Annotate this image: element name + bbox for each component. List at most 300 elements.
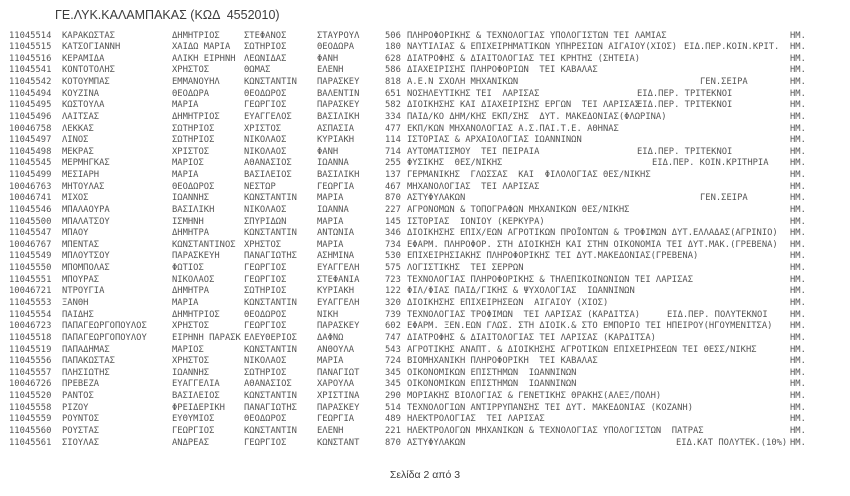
- surname: ΜΙΧΟΣ: [62, 193, 89, 204]
- table-row: [0, 438, 850, 449]
- father-name: ΘΕΟΔΩΡΟΣ: [244, 309, 287, 320]
- candidate-id: 11045499: [9, 170, 52, 181]
- dept-code: 870: [385, 193, 401, 204]
- mother-name: ΙΩΑΝΝΑ: [317, 204, 349, 215]
- given-name: ΦΩΤΙΟΣ: [172, 263, 204, 274]
- hm-label: ΗΜ.: [790, 367, 806, 378]
- father-name: ΕΛΕΥΘΕΡΙΟΣ: [244, 332, 297, 343]
- father-name: ΚΩΝΣΤΑΝΤΙΝ: [244, 77, 297, 88]
- given-name: ΒΑΣΙΛΕΙΟΣ: [172, 391, 220, 402]
- candidate-id: 11045519: [9, 344, 52, 355]
- given-name: ΕΜΜΑΝΟΥΗΛ: [172, 77, 220, 88]
- surname: ΛΑΙΤΣΑΣ: [62, 111, 100, 122]
- given-name: ΜΑΡΙΟΣ: [172, 344, 204, 355]
- table-row: [0, 228, 850, 239]
- dept-name: ΕΚΠ/ΚΩΝ ΜΗΧΑΝΟΛΟΓΙΑΣ Α.Σ.ΠΑΙ.Τ.Ε. ΑΘΗΝΑΣ: [407, 123, 619, 134]
- given-name: ΚΩΝΣΤΑΝΤΙΝΟΣ: [172, 239, 236, 250]
- mother-name: ΒΑΛΕΝΤΙΝ: [317, 88, 360, 99]
- mother-name: ΚΥΡΙΑΚΗ: [317, 135, 355, 146]
- given-name: ΙΩΑΝΝΗΣ: [172, 367, 210, 378]
- dept-name: ΔΙΑΤΡΟΦΗΣ & ΔΙΑΙΤΟΛΟΓΙΑΣ ΤΕΙ ΛΑΡΙΣΑΣ (ΚΑΡΔΙΤΣΑ): [407, 332, 656, 343]
- dept-code: 345: [385, 367, 401, 378]
- surname: ΠΑΠΑΔΗΜΑΣ: [62, 344, 110, 355]
- surname: ΡΙΖΟΥ: [62, 402, 89, 413]
- mother-name: ΠΑΡΑΣΚΕΥ: [317, 402, 360, 413]
- dept-code: 870: [385, 437, 401, 448]
- dept-name: ΕΦΑΡΜ. ΞΕΝ.ΕΩΝ ΓΛΩΣ. ΣΤΗ ΔΙΟΙΚ.& ΣΤΟ ΕΜΠΟΡΙΟ ΤΕΙ ΗΠΕΙΡΟΥ(ΗΓΟΥΜΕΝΙΤΣΑ): [407, 321, 773, 332]
- father-name: ΚΩΝΣΤΑΝΤΙΝ: [244, 297, 297, 308]
- table-row: [0, 333, 850, 344]
- given-name: ΜΑΡΙΟΣ: [172, 158, 204, 169]
- candidate-id: 11045498: [9, 146, 52, 157]
- mother-name: ΕΛΕΝΗ: [317, 425, 344, 436]
- surname: ΜΠΟΜΠΟΛΑΣ: [62, 263, 110, 274]
- table-row: [0, 65, 850, 76]
- hm-label: ΗΜ.: [790, 414, 806, 425]
- father-name: ΓΕΩΡΓΙΟΣ: [244, 321, 287, 332]
- candidate-id: 11045497: [9, 135, 52, 146]
- dept-code: 582: [385, 100, 401, 111]
- table-row: [0, 263, 850, 274]
- surname: ΜΠΕΝΤΑΣ: [62, 239, 100, 250]
- father-name: ΣΤΕΦΑΝΟΣ: [244, 30, 287, 41]
- candidate-id: 10046723: [9, 321, 52, 332]
- table-row: [0, 391, 850, 402]
- dept-name: ΠΑΙΔ/ΚΟ ΔΗΜ/ΚΗΣ ΕΚΠ/ΣΗΣ ΔΥΤ. ΜΑΚΕΔΟΝΙΑΣ(ΦΛΩΡΙΝΑ): [407, 111, 667, 122]
- category: ΕΙΔ.ΠΕΡ. ΤΡΙΤΕΚΝΟΙ: [637, 88, 733, 99]
- mother-name: ΦΑΝΗ: [317, 146, 339, 157]
- hm-label: ΗΜ.: [790, 42, 806, 53]
- dept-code: 227: [385, 204, 401, 215]
- candidate-id: 11045500: [9, 216, 52, 227]
- mother-name: ΑΣΠΑΣΙΑ: [317, 123, 355, 134]
- surname: ΠΑΙΔΗΣ: [62, 309, 94, 320]
- mother-name: ΠΑΡΑΣΚΕΥ: [317, 100, 360, 111]
- surname: ΜΠΑΛΑΟΥΡΑ: [62, 204, 110, 215]
- given-name: ΒΑΣΙΛΙΚΗ: [172, 204, 215, 215]
- dept-code: 628: [385, 53, 401, 64]
- hm-label: ΗΜ.: [790, 332, 806, 343]
- father-name: ΠΑΝΑΓΙΩΤΗΣ: [244, 251, 297, 262]
- table-row: [0, 42, 850, 53]
- dept-name: ΕΦΑΡΜ. ΠΛΗΡΟΦΟΡ. ΣΤΗ ΔΙΟΙΚΗΣΗ ΚΑΙ ΣΤΗΝ ΟΙΚΟΝΟΜΙΑ ΤΕΙ ΔΥΤ.ΜΑΚ.(ΓΡΕΒΕΝΑ): [407, 239, 778, 250]
- hm-label: ΗΜ.: [790, 228, 806, 239]
- mother-name: ΠΑΡΑΣΚΕΥ: [317, 77, 360, 88]
- candidate-id: 11045549: [9, 251, 52, 262]
- table-row: [0, 54, 850, 65]
- candidate-id: 11045494: [9, 88, 52, 99]
- dept-name: ΔΙΟΙΚΗΣΗΣ ΕΠΙΧΕΙΡΗΣΕΩΝ ΑΙΓΑΙΟΥ (ΧΙΟΣ): [407, 297, 609, 308]
- mother-name: ΚΩΝΣΤΑΝΤ: [317, 437, 360, 448]
- candidate-id: 10046741: [9, 193, 52, 204]
- surname: ΛΕΚΚΑΣ: [62, 123, 94, 134]
- dept-code: 651: [385, 88, 401, 99]
- mother-name: ΓΕΩΡΓΙΑ: [317, 414, 355, 425]
- father-name: ΝΙΚΟΛΑΟΣ: [244, 204, 287, 215]
- dept-name: ΠΛΗΡΟΦΟΡΙΚΗΣ & ΤΕΧΝΟΛΟΓΙΑΣ ΥΠΟΛΟΓΙΣΤΩΝ ΤΕΙ ΛΑΜΙΑΣ: [407, 30, 667, 41]
- hm-label: ΗΜ.: [790, 402, 806, 413]
- candidate-id: 11045516: [9, 53, 52, 64]
- surname: ΠΛΗΣΙΩΤΗΣ: [62, 367, 110, 378]
- surname: ΚΕΡΑΜΙΔΑ: [62, 53, 105, 64]
- table-row: [0, 100, 850, 111]
- table-row: [0, 298, 850, 309]
- given-name: ΙΣΜΗΝΗ: [172, 216, 204, 227]
- hm-label: ΗΜ.: [790, 53, 806, 64]
- dept-code: 514: [385, 402, 401, 413]
- hm-label: ΗΜ.: [790, 251, 806, 262]
- category: ΓΕΝ.ΣΕΙΡΑ: [700, 193, 748, 204]
- father-name: ΘΩΜΑΣ: [244, 65, 271, 76]
- dept-name: ΙΣΤΟΡΙΑΣ ΙΟΝΙΟΥ (ΚΕΡΚΥΡΑ): [407, 216, 545, 227]
- father-name: ΓΕΩΡΓΙΟΣ: [244, 274, 287, 285]
- dept-name: ΛΟΓΙΣΤΙΚΗΣ ΤΕΙ ΣΕΡΡΩΝ: [407, 263, 524, 274]
- dept-name: ΟΙΚΟΝΟΜΙΚΩΝ ΕΠΙΣΤΗΜΩΝ ΙΩΑΝΝΙΝΩΝ: [407, 379, 577, 390]
- given-name: ΕΥΘΥΜΙΟΣ: [172, 414, 215, 425]
- table-row: [0, 310, 850, 321]
- given-name: ΔΗΜΗΤΡΙΟΣ: [172, 30, 220, 41]
- surname: ΠΡΕΒΕΖΑ: [62, 379, 100, 390]
- candidate-id: 11045496: [9, 111, 52, 122]
- dept-name: ΜΗΧΑΝΟΛΟΓΙΑΣ ΤΕΙ ΛΑΡΙΣΑΣ: [407, 181, 540, 192]
- dept-code: 346: [385, 228, 401, 239]
- dept-code: 122: [385, 286, 401, 297]
- candidate-id: 11045551: [9, 274, 52, 285]
- candidate-id: 11045495: [9, 100, 52, 111]
- surname: ΠΑΠΑΓΕΩΡΓΟΠΟΥΛΟΥ: [62, 332, 147, 343]
- table-row: [0, 193, 850, 204]
- candidate-id: 11045550: [9, 263, 52, 274]
- dept-code: 290: [385, 391, 401, 402]
- mother-name: ΦΑΝΗ: [317, 53, 339, 64]
- table-row: [0, 275, 850, 286]
- surname: ΡΟΥΝΤΟΣ: [62, 414, 100, 425]
- father-name: ΚΩΝΣΤΑΝΤΙΝ: [244, 193, 297, 204]
- hm-label: ΗΜ.: [790, 158, 806, 169]
- dept-name: Α.Ε.Ν ΣΧΟΛΗ ΜΗΧΑΝΙΚΩΝ: [407, 77, 519, 88]
- surname: ΚΟΝΤΟΤΟΛΗΣ: [62, 65, 115, 76]
- table-row: [0, 251, 850, 262]
- given-name: ΕΙΡΗΝΗ ΠΑΡΑΣΚ: [172, 332, 241, 343]
- candidate-id: 11045554: [9, 309, 52, 320]
- dept-code: 530: [385, 251, 401, 262]
- candidate-id: 10046721: [9, 286, 52, 297]
- hm-label: ΗΜ.: [790, 379, 806, 390]
- father-name: ΝΙΚΟΛΑΟΣ: [244, 135, 287, 146]
- surname: ΛΙΝΟΣ: [62, 135, 89, 146]
- dept-name: ΑΥΤΟΜΑΤΙΣΜΟΥ ΤΕΙ ΠΕΙΡΑΙΑ: [407, 146, 540, 157]
- father-name: ΘΕΟΔΩΡΟΣ: [244, 414, 287, 425]
- given-name: ΣΩΤΗΡΙΟΣ: [172, 123, 215, 134]
- given-name: ΔΗΜΗΤΡΙΟΣ: [172, 309, 220, 320]
- dept-code: 723: [385, 274, 401, 285]
- candidate-id: 11045515: [9, 42, 52, 53]
- given-name: ΧΡΗΣΤΟΣ: [172, 321, 210, 332]
- given-name: ΧΡΙΣΤΟΣ: [172, 146, 210, 157]
- father-name: ΑΘΑΝΑΣΙΟΣ: [244, 158, 292, 169]
- hm-label: ΗΜ.: [790, 321, 806, 332]
- mother-name: ΧΑΡΟΥΛΑ: [317, 379, 355, 390]
- candidate-id: 11045514: [9, 30, 52, 41]
- dept-code: 137: [385, 170, 401, 181]
- hm-label: ΗΜ.: [790, 123, 806, 134]
- mother-name: ΜΑΡΙΑ: [317, 193, 344, 204]
- surname: ΞΑΝΘΗ: [62, 297, 89, 308]
- surname: ΜΠΑΟΥ: [62, 228, 89, 239]
- table-row: [0, 170, 850, 181]
- dept-code: 818: [385, 77, 401, 88]
- given-name: ΜΑΡΙΑ: [172, 170, 199, 181]
- dept-name: ΤΕΧΝΟΛΟΓΙΑΣ ΠΛΗΡΟΦΟΡΙΚΗΣ & ΤΗΛΕΠΙΚΟΙΝΩΝΙΩΝ ΤΕΙ ΛΑΡΙΣΑΣ: [407, 274, 693, 285]
- dept-code: 575: [385, 263, 401, 274]
- dept-name: ΗΛΕΚΤΡΟΛΟΓΙΑΣ ΤΕΙ ΛΑΡΙΣΑΣ: [407, 414, 545, 425]
- candidate-id: 11045559: [9, 414, 52, 425]
- dept-code: 724: [385, 356, 401, 367]
- given-name: ΙΩΑΝΝΗΣ: [172, 193, 210, 204]
- hm-label: ΗΜ.: [790, 239, 806, 250]
- mother-name: ΣΤΑΥΡΟΥΛ: [317, 30, 360, 41]
- hm-label: ΗΜ.: [790, 309, 806, 320]
- mother-name: ΕΥΑΓΓΕΛΗ: [317, 297, 360, 308]
- category: ΕΙΔ.ΠΕΡ. ΤΡΙΤΕΚΝΟΙ: [637, 100, 733, 111]
- dept-code: 221: [385, 425, 401, 436]
- given-name: ΔΗΜΗΤΡΑ: [172, 286, 210, 297]
- table-row: [0, 31, 850, 42]
- mother-name: ΜΑΡΙΑ: [317, 216, 344, 227]
- hm-label: ΗΜ.: [790, 100, 806, 111]
- hm-label: ΗΜ.: [790, 425, 806, 436]
- table-row: [0, 240, 850, 251]
- hm-label: ΗΜ.: [790, 170, 806, 181]
- given-name: ΑΛΙΚΗ ΕΙΡΗΝΗ: [172, 53, 236, 64]
- given-name: ΦΡΕΙΔΕΡΙΚΗ: [172, 402, 225, 413]
- table-row: [0, 205, 850, 216]
- hm-label: ΗΜ.: [790, 111, 806, 122]
- mother-name: ΣΤΕΦΑΝΙΑ: [317, 274, 360, 285]
- hm-label: ΗΜ.: [790, 274, 806, 285]
- hm-label: ΗΜ.: [790, 286, 806, 297]
- dept-code: 489: [385, 414, 401, 425]
- father-name: ΑΘΑΝΑΣΙΟΣ: [244, 379, 292, 390]
- given-name: ΠΑΡΑΣΚΕΥΗ: [172, 251, 220, 262]
- category: ΕΙΔ.ΠΕΡ. ΚΟΙΝ.ΚΡΙΤΗΡΙΑ: [652, 158, 769, 169]
- dept-name: ΑΓΡΟΝΟΜΩΝ & ΤΟΠΟΓΡΑΦΩΝ ΜΗΧΑΝΙΚΩΝ ΘΕΣ/ΝΙΚΗΣ: [407, 204, 630, 215]
- father-name: ΝΙΚΟΛΑΟΣ: [244, 356, 287, 367]
- candidate-id: 10046758: [9, 123, 52, 134]
- surname: ΠΑΠΑΚΩΣΤΑΣ: [62, 356, 115, 367]
- surname: ΜΠΛΟΥΤΣΟΥ: [62, 251, 110, 262]
- dept-name: ΔΙΟΙΚΗΣΗΣ ΚΑΙ ΔΙΑΧΕΙΡΙΣΗΣ ΕΡΓΩΝ ΤΕΙ ΛΑΡΙΣΑΣ: [407, 100, 641, 111]
- candidate-id: 11045557: [9, 367, 52, 378]
- mother-name: ΑΣΗΜΙΝΑ: [317, 251, 355, 262]
- table-row: [0, 286, 850, 297]
- surname: ΡΟΥΣΤΑΣ: [62, 425, 100, 436]
- hm-label: ΗΜ.: [790, 263, 806, 274]
- table-row: [0, 112, 850, 123]
- hm-label: ΗΜ.: [790, 437, 806, 448]
- surname: ΚΟΤΟΥΜΠΑΣ: [62, 77, 110, 88]
- mother-name: ΔΑΦΝΩ: [317, 332, 344, 343]
- candidate-id: 11045553: [9, 297, 52, 308]
- hm-label: ΗΜ.: [790, 88, 806, 99]
- given-name: ΘΕΟΔΩΡΑ: [172, 88, 210, 99]
- dept-name: ΗΛΕΚΤΡΟΛΟΓΩΝ ΜΗΧΑΝΙΚΩΝ & ΤΕΧΝΟΛΟΓΙΑΣ ΥΠΟΛΟΓΙΣΤΩΝ ΠΑΤΡΑΣ: [407, 425, 704, 436]
- surname: ΜΗΤΟΥΛΑΣ: [62, 181, 105, 192]
- dept-code: 145: [385, 216, 401, 227]
- surname: ΣΙΟΥΛΑΣ: [62, 437, 100, 448]
- father-name: ΕΥΑΓΓΕΛΟΣ: [244, 111, 292, 122]
- table-row: [0, 426, 850, 437]
- candidate-id: 10046763: [9, 181, 52, 192]
- hm-label: ΗΜ.: [790, 30, 806, 41]
- mother-name: ΑΝΤΩΝΙΑ: [317, 228, 355, 239]
- dept-name: ΑΣΤΥΦΥΛΑΚΩΝ: [407, 193, 466, 204]
- hm-label: ΗΜ.: [790, 193, 806, 204]
- mother-name: ΑΝΘΟΥΛΑ: [317, 344, 355, 355]
- father-name: ΓΕΩΡΓΙΟΣ: [244, 263, 287, 274]
- mother-name: ΕΥΑΓΓΕΛΗ: [317, 263, 360, 274]
- table-row: [0, 217, 850, 228]
- given-name: ΘΕΟΔΩΡΟΣ: [172, 181, 215, 192]
- surname: ΠΑΠΑΓΕΩΡΓΟΠΟΥΛΟΣ: [62, 321, 147, 332]
- dept-code: 334: [385, 111, 401, 122]
- surname: ΜΕΚΡΑΣ: [62, 146, 94, 157]
- table-row: [0, 77, 850, 88]
- candidate-id: 11045520: [9, 391, 52, 402]
- dept-code: 714: [385, 146, 401, 157]
- father-name: ΧΡΗΣΤΟΣ: [244, 239, 282, 250]
- hm-label: ΗΜ.: [790, 135, 806, 146]
- dept-name: ΓΕΡΜΑΝΙΚΗΣ ΓΛΩΣΣΑΣ ΚΑΙ ΦΙΛΟΛΟΓΙΑΣ ΘΕΣ/ΝΙΚΗΣ: [407, 170, 651, 181]
- page-title: ΓΕ.ΛΥΚ.ΚΑΛΑΜΠΑΚΑΣ (ΚΩΔ 4552010): [55, 8, 280, 22]
- hm-label: ΗΜ.: [790, 181, 806, 192]
- dept-name: ΦΙΛ/ΦΙΑΣ ΠΑΙΔ/ΓΙΚΗΣ & ΨΥΧΟΛΟΓΙΑΣ ΙΩΑΝΝΙΝΩΝ: [407, 286, 635, 297]
- dept-name: ΑΓΡΟΤΙΚΗΣ ΑΝΑΠΤ. & ΔΙΟΙΚΗΣΗΣ ΑΓΡΟΤΙΚΩΝ ΕΠΙΧΕΙΡΗΣΕΩΝ ΤΕΙ ΘΕΣΣ/ΝΙΚΗΣ: [407, 344, 757, 355]
- candidate-id: 11045558: [9, 402, 52, 413]
- table-row: [0, 356, 850, 367]
- surname: ΜΠΑΛΑΤΣΟΥ: [62, 216, 110, 227]
- father-name: ΚΩΝΣΤΑΝΤΙΝ: [244, 425, 297, 436]
- mother-name: ΠΑΝΑΓΙΩΤ: [317, 367, 360, 378]
- candidate-id: 11045546: [9, 204, 52, 215]
- dept-code: 477: [385, 123, 401, 134]
- candidate-id: 11045547: [9, 228, 52, 239]
- dept-name: ΝΟΣΗΛΕΥΤΙΚΗΣ ΤΕΙ ΛΑΡΙΣΑΣ: [407, 88, 540, 99]
- father-name: ΓΕΩΡΓΙΟΣ: [244, 100, 287, 111]
- surname: ΡΑΝΤΟΣ: [62, 391, 94, 402]
- given-name: ΧΡΗΣΤΟΣ: [172, 65, 210, 76]
- dept-name: ΟΙΚΟΝΟΜΙΚΩΝ ΕΠΙΣΤΗΜΩΝ ΙΩΑΝΝΙΝΩΝ: [407, 367, 577, 378]
- table-row: [0, 135, 850, 146]
- given-name: ΝΙΚΟΛΑΟΣ: [172, 274, 215, 285]
- father-name: ΝΙΚΟΛΑΟΣ: [244, 146, 287, 157]
- candidate-id: 11045518: [9, 332, 52, 343]
- dept-code: 345: [385, 379, 401, 390]
- father-name: ΠΑΝΑΓΙΩΤΗΣ: [244, 402, 297, 413]
- dept-code: 734: [385, 239, 401, 250]
- mother-name: ΙΩΑΝΝΑ: [317, 158, 349, 169]
- father-name: ΚΩΝΣΤΑΝΤΙΝ: [244, 344, 297, 355]
- table-row: [0, 124, 850, 135]
- surname: ΚΟΥΖΙΝΑ: [62, 88, 100, 99]
- dept-name: ΔΙΑΤΡΟΦΗΣ & ΔΙΑΙΤΟΛΟΓΙΑΣ ΤΕΙ ΚΡΗΤΗΣ (ΣΗΤΕΙΑ): [407, 53, 641, 64]
- father-name: ΓΕΩΡΓΙΟΣ: [244, 437, 287, 448]
- hm-label: ΗΜ.: [790, 391, 806, 402]
- father-name: ΣΩΤΗΡΙΟΣ: [244, 367, 287, 378]
- mother-name: ΓΕΩΡΓΙΑ: [317, 181, 355, 192]
- dept-code: 114: [385, 135, 401, 146]
- mother-name: ΒΑΣΙΛΙΚΗ: [317, 170, 360, 181]
- father-name: ΚΩΝΣΤΑΝΤΙΝ: [244, 391, 297, 402]
- given-name: ΜΑΡΙΑ: [172, 100, 199, 111]
- candidate-id: 11045545: [9, 158, 52, 169]
- dept-name: ΜΟΡΙΑΚΗΣ ΒΙΟΛΟΓΙΑΣ & ΓΕΝΕΤΙΚΗΣ ΘΡΑΚΗΣ(ΑΛΕΞ/ΠΟΛΗ): [407, 391, 662, 402]
- table-row: [0, 414, 850, 425]
- table-row: [0, 403, 850, 414]
- dept-code: 467: [385, 181, 401, 192]
- father-name: ΣΠΥΡΙΔΩΝ: [244, 216, 287, 227]
- given-name: ΧΡΗΣΤΟΣ: [172, 356, 210, 367]
- table-row: [0, 89, 850, 100]
- category: ΓΕΝ.ΣΕΙΡΑ: [700, 77, 748, 88]
- dept-code: 506: [385, 30, 401, 41]
- table-row: [0, 321, 850, 332]
- hm-label: ΗΜ.: [790, 297, 806, 308]
- surname: ΜΠΟΥΡΑΣ: [62, 274, 100, 285]
- table-row: [0, 379, 850, 390]
- dept-code: 255: [385, 158, 401, 169]
- surname: ΜΕΣΙΑΡΗ: [62, 170, 100, 181]
- category: ΕΙΔ.ΠΕΡ. ΤΡΙΤΕΚΝΟΙ: [637, 146, 733, 157]
- father-name: ΚΩΝΣΤΑΝΤΙΝ: [244, 228, 297, 239]
- mother-name: ΜΑΡΙΑ: [317, 239, 344, 250]
- dept-name: ΤΕΧΝΟΛΟΓΙΑΣ ΤΡΟΦΙΜΩΝ ΤΕΙ ΛΑΡΙΣΑΣ (ΚΑΡΔΙΤΣΑ): [407, 309, 641, 320]
- mother-name: ΜΑΡΙΑ: [317, 356, 344, 367]
- table-row: [0, 158, 850, 169]
- hm-label: ΗΜ.: [790, 65, 806, 76]
- dept-code: 543: [385, 344, 401, 355]
- dept-name: ΒΙΟΜΗΧΑΝΙΚΗ ΠΛΗΡΟΦΟΡΙΚΗ ΤΕΙ ΚΑΒΑΛΑΣ: [407, 356, 598, 367]
- surname: ΚΑΤΣΟΓΙΑΝΝΗ: [62, 42, 121, 53]
- given-name: ΑΝΔΡΕΑΣ: [172, 437, 210, 448]
- dept-code: 747: [385, 332, 401, 343]
- dept-name: ΔΙΟΙΚΗΣΗΣ ΕΠΙΧ/ΕΩΝ ΑΓΡΟΤΙΚΩΝ ΠΡΟΪΟΝΤΩΝ & ΤΡΟΦΙΜΩΝ ΔΥΤ.ΕΛΛΑΔΑΣ(ΑΓΡΙΝΙΟ): [407, 228, 778, 239]
- candidate-id: 10046726: [9, 379, 52, 390]
- given-name: ΔΗΜΗΤΡΙΟΣ: [172, 111, 220, 122]
- given-name: ΧΑΙΔΩ ΜΑΡΙΑ: [172, 42, 231, 53]
- surname: ΝΤΡΟΥΓΙΑ: [62, 286, 105, 297]
- mother-name: ΠΑΡΑΣΚΕΥ: [317, 321, 360, 332]
- dept-name: ΙΣΤΟΡΙΑΣ & ΑΡΧΑΙΟΛΟΓΙΑΣ ΙΩΑΝΝΙΝΩΝ: [407, 135, 582, 146]
- given-name: ΓΕΩΡΓΙΟΣ: [172, 425, 215, 436]
- mother-name: ΘΕΟΔΩΡΑ: [317, 42, 355, 53]
- hm-label: ΗΜ.: [790, 356, 806, 367]
- candidate-id: 11045561: [9, 437, 52, 448]
- surname: ΜΕΡΜΗΓΚΑΣ: [62, 158, 110, 169]
- mother-name: ΚΥΡΙΑΚΗ: [317, 286, 355, 297]
- table-row: [0, 368, 850, 379]
- mother-name: ΧΡΙΣΤΙΝΑ: [317, 391, 360, 402]
- dept-code: 180: [385, 42, 401, 53]
- dept-name: ΤΕΧΝΟΛΟΓΙΩΝ ΑΝΤΙΡΡΥΠΑΝΣΗΣ ΤΕΙ ΔΥΤ. ΜΑΚΕΔΟΝΙΑΣ (ΚΟΖΑΝΗ): [407, 402, 693, 413]
- candidate-id: 11045542: [9, 77, 52, 88]
- dept-name: ΔΙΑΧΕΙΡΙΣΗΣ ΠΛΗΡΟΦΟΡΙΩΝ ΤΕΙ ΚΑΒΑΛΑΣ: [407, 65, 598, 76]
- father-name: ΧΡΙΣΤΟΣ: [244, 123, 282, 134]
- dept-name: ΦΥΣΙΚΗΣ ΘΕΣ/ΝΙΚΗΣ: [407, 158, 503, 169]
- father-name: ΒΑΣΙΛΕΙΟΣ: [244, 170, 292, 181]
- category: ΕΙΔ.ΚΑΤ ΠΟΛΥΤΕΚ.(10%): [676, 437, 788, 448]
- candidate-id: 11045556: [9, 356, 52, 367]
